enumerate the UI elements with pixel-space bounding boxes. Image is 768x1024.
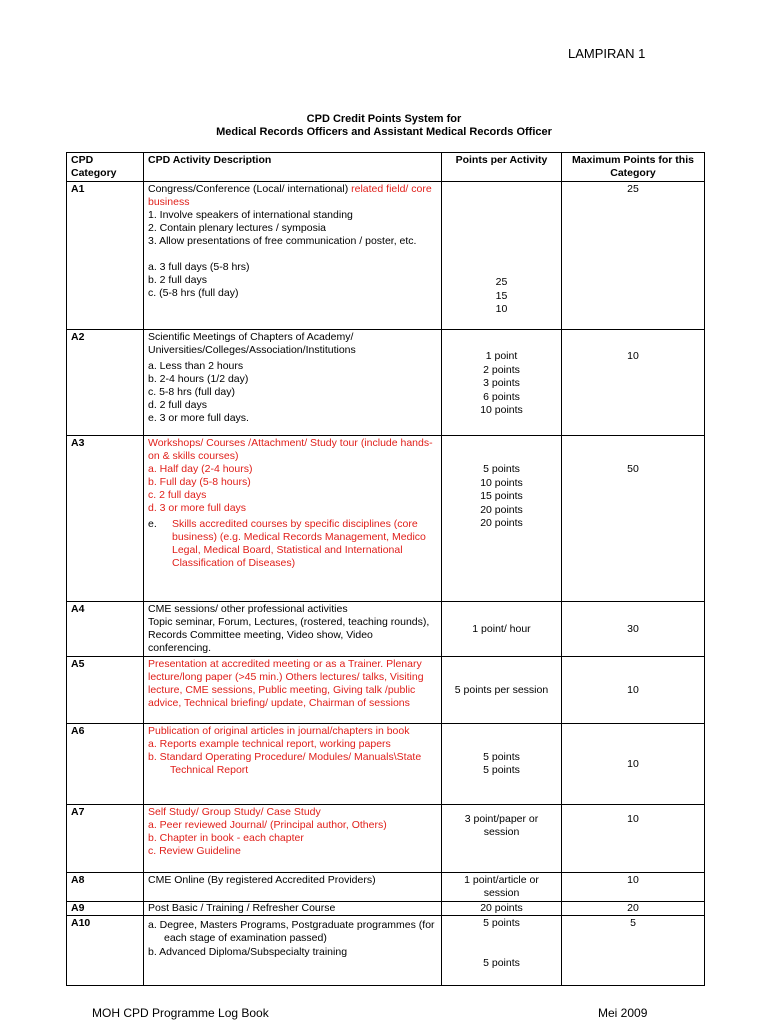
- description-cell: [144, 182, 442, 330]
- max-cell: 25: [562, 182, 705, 330]
- points-value: 3 points: [483, 377, 520, 389]
- points-value: 15: [495, 289, 508, 302]
- description-cell: [144, 330, 442, 436]
- table-row: [67, 436, 705, 602]
- list-item: b. Standard Operating Procedure/ Modules/ Manuals\State Technical Report: [148, 751, 422, 776]
- a6-desc: Publication of original articles in journal/chapters in book: [148, 725, 410, 737]
- list-item: d. 2 full days: [148, 399, 207, 411]
- max-cell: 10: [562, 657, 705, 724]
- list-item: 2. Contain plenary lectures / symposia: [148, 222, 327, 234]
- header-category: CPD Category: [67, 153, 144, 182]
- table-row: [67, 805, 705, 873]
- table-row: [67, 916, 705, 986]
- points-cell: 1 point/ hour: [442, 602, 562, 657]
- points-value: 10: [495, 303, 508, 315]
- max-cell: 30: [562, 602, 705, 657]
- description-cell: [144, 436, 442, 602]
- points-value: 20 points: [480, 517, 523, 529]
- points-value: 10 points: [480, 476, 523, 489]
- description-cell: CME Online (By registered Accredited Providers): [144, 873, 442, 902]
- a3-desc: Workshops/ Courses /Attachment/ Study tour (include hands-on & skills courses): [148, 437, 433, 462]
- a1-desc-red: related field/ core business: [148, 183, 432, 208]
- a1-desc: Congress/Conference (Local/ international): [148, 183, 349, 195]
- category-cell: A2: [67, 330, 144, 436]
- category-cell: A10: [67, 916, 144, 986]
- list-item: e. 3 or more full days.: [148, 412, 249, 424]
- category-cell: A1: [67, 182, 144, 330]
- cpd-points-table: [66, 152, 705, 986]
- points-cell: 5 points per session: [442, 657, 562, 724]
- points-value: 2 points: [483, 363, 520, 376]
- table-row: [67, 657, 705, 724]
- category-cell: A8: [67, 873, 144, 902]
- list-item: b. Chapter in book - each chapter: [148, 832, 304, 844]
- points-value: 20 points: [480, 503, 523, 516]
- footer-title: MOH CPD Programme Log Book: [92, 1006, 269, 1020]
- list-item: d. 3 or more full days: [148, 502, 247, 514]
- table-row: [67, 182, 705, 330]
- max-cell: 10: [562, 805, 705, 873]
- a4-desc-2: Topic seminar, Forum, Lectures, (rostered, teaching rounds), Records Committee meeting, Video show, Video conferencing.: [148, 616, 430, 654]
- description-cell: [144, 805, 442, 873]
- points-value: 6 points: [483, 390, 520, 403]
- points-value: 15 points: [480, 490, 523, 502]
- table-row: [67, 873, 705, 902]
- points-value: 1 point: [485, 350, 518, 362]
- lampiran-label: LAMPIRAN 1: [568, 46, 646, 61]
- category-cell: A7: [67, 805, 144, 873]
- list-item: b. 2-4 hours (1/2 day): [148, 373, 249, 385]
- list-item: Skills accredited courses by specific disciplines (core business) (e.g. Medical Records Management, Medico Legal, Medical Board, Statistical and International Classification of Diseases): [172, 518, 426, 569]
- points-value: 5 points: [483, 764, 520, 776]
- category-cell: A4: [67, 602, 144, 657]
- description-cell: [144, 602, 442, 657]
- title-line-1: CPD Credit Points System for: [306, 113, 462, 125]
- list-item: 3. Allow presentations of free communication / poster, etc.: [148, 235, 417, 247]
- max-cell: 5: [562, 916, 705, 986]
- points-value: 5 points: [483, 917, 520, 929]
- table-row: [67, 602, 705, 657]
- table-row: [67, 724, 705, 805]
- list-item: a. 3 full days (5-8 hrs): [148, 261, 250, 273]
- points-cell: [442, 436, 562, 602]
- title-line-2: Medical Records Officers and Assistant Medical Records Officer: [216, 126, 552, 138]
- description-cell: [144, 724, 442, 805]
- max-cell: 20: [562, 902, 705, 916]
- points-cell: 3 point/paper or session: [442, 805, 562, 873]
- description-cell: [144, 916, 442, 986]
- points-value: 5 points: [483, 957, 520, 969]
- list-item: a. Reports example technical report, working papers: [148, 738, 391, 750]
- points-value: 25: [495, 276, 508, 288]
- list-item: a. Half day (2-4 hours): [148, 463, 253, 475]
- points-value: 10 points: [480, 404, 523, 416]
- list-item: a. Less than 2 hours: [148, 360, 244, 372]
- a7-desc: Self Study/ Group Study/ Case Study: [148, 806, 321, 818]
- list-item: c. Review Guideline: [148, 845, 241, 857]
- a2-desc: Scientific Meetings of Chapters of Academy/ Universities/Colleges/Association/Institutions: [148, 331, 356, 356]
- list-item: c. 5-8 hrs (full day): [148, 386, 235, 398]
- header-max: Maximum Points for this Category: [562, 153, 705, 182]
- points-value: 5 points: [483, 463, 520, 475]
- points-value: 5 points: [483, 750, 520, 763]
- description-cell: Presentation at accredited meeting or as a Trainer. Plenary lecture/long paper (>45 min.) Others lectures/ talks, Visiting lecture, CME sessions, Public meeting, Giving talk /public advice, Technical briefing/ update, Chairman of sessions: [144, 657, 442, 724]
- points-cell: 20 points: [442, 902, 562, 916]
- max-cell: 10: [562, 724, 705, 805]
- list-item: b. Advanced Diploma/Subspecialty training: [148, 946, 348, 958]
- category-cell: A6: [67, 724, 144, 805]
- table-row: [67, 902, 705, 916]
- document-title: [0, 113, 768, 139]
- points-cell: 1 point/article or session: [442, 873, 562, 902]
- category-cell: A9: [67, 902, 144, 916]
- header-description: CPD Activity Description: [144, 153, 442, 182]
- points-cell: [442, 724, 562, 805]
- points-cell: [442, 916, 562, 986]
- footer-date: Mei 2009: [598, 1006, 648, 1020]
- category-cell: A3: [67, 436, 144, 602]
- list-marker: e.: [148, 518, 157, 530]
- header-points: Points per Activity: [442, 153, 562, 182]
- list-item: c. (5-8 hrs (full day): [148, 287, 239, 299]
- list-item: c. 2 full days: [148, 489, 207, 501]
- list-item: 1. Involve speakers of international standing: [148, 209, 353, 221]
- list-item: b. Full day (5-8 hours): [148, 476, 251, 488]
- list-item: b. 2 full days: [148, 274, 207, 286]
- points-cell: [442, 330, 562, 436]
- description-cell: Post Basic / Training / Refresher Course: [144, 902, 442, 916]
- list-item: a. Peer reviewed Journal/ (Principal author, Others): [148, 819, 387, 831]
- a4-desc-1: CME sessions/ other professional activities: [148, 603, 348, 615]
- category-cell: A5: [67, 657, 144, 724]
- max-cell: 10: [562, 330, 705, 436]
- points-cell: [442, 182, 562, 330]
- table-row: [67, 330, 705, 436]
- max-cell: 50: [562, 436, 705, 602]
- header-row: [67, 153, 705, 182]
- max-cell: 10: [562, 873, 705, 902]
- list-item: a. Degree, Masters Programs, Postgraduate programmes (for each stage of examination passed): [148, 919, 435, 944]
